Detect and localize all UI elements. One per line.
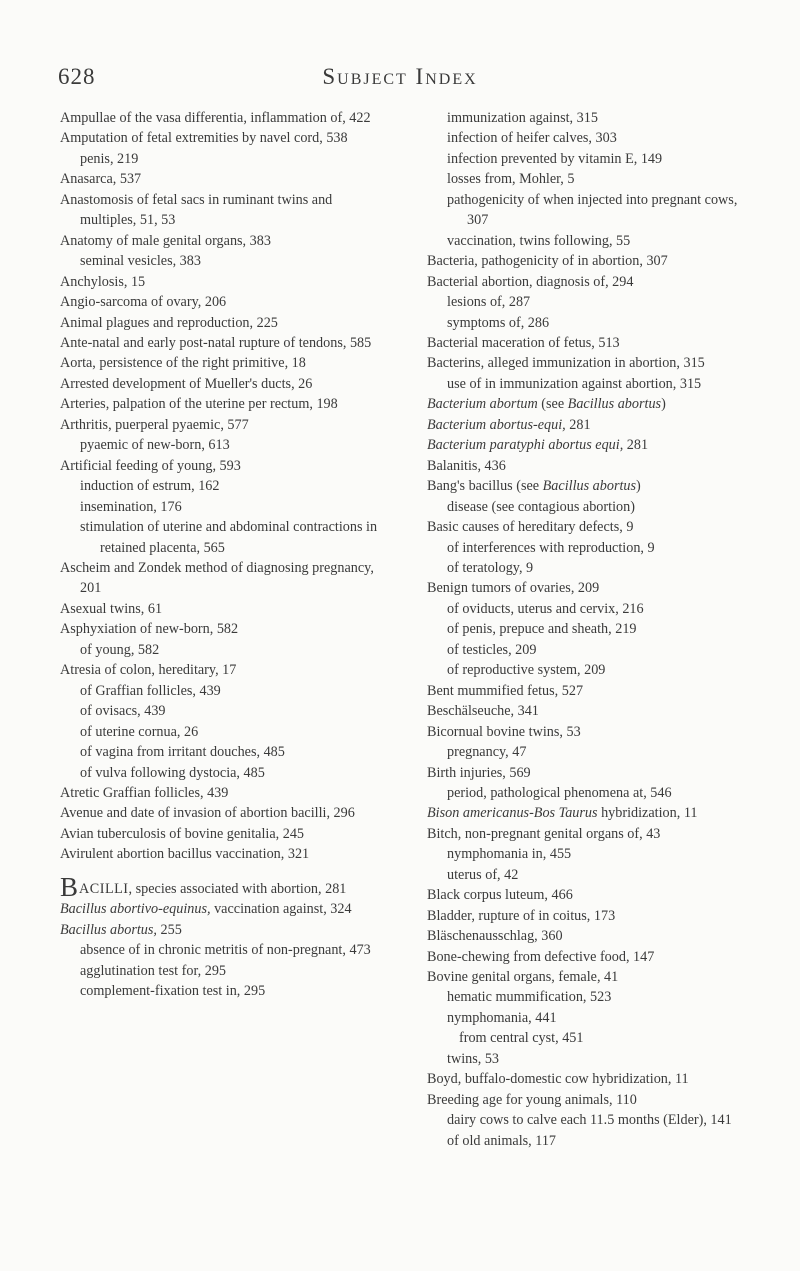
index-entry — [60, 701, 378, 721]
entry-text: infection of heifer calves, 303 — [447, 130, 617, 147]
index-entry — [427, 722, 747, 742]
entry-text: of vagina from irritant douches, 485 — [80, 744, 285, 761]
entry-text: Bone-chewing from defective food, 147 — [427, 948, 655, 965]
index-entry — [427, 906, 747, 926]
entry-text: of oviducts, uterus and cervix, 216 — [447, 600, 644, 617]
entry-text: vaccination, twins following, 55 — [447, 232, 631, 249]
index-entry — [60, 108, 378, 128]
right-index-column — [427, 108, 747, 1151]
index-entry — [60, 415, 378, 435]
entry-text: pyaemic of new-born, 613 — [80, 437, 230, 454]
index-entry — [427, 353, 747, 373]
entry-text: disease (see contagious abortion) — [447, 498, 635, 515]
entry-text: Bicornual bovine twins, 53 — [427, 723, 581, 740]
entry-text: Angio-sarcoma of ovary, 206 — [60, 294, 227, 311]
entry-text: of ovisacs, 439 — [80, 703, 166, 720]
index-entry — [60, 149, 378, 169]
entry-text: 255 — [156, 921, 182, 938]
entry-text: of penis, prepuce and sheath, 219 — [447, 621, 637, 638]
index-entry — [427, 517, 747, 537]
index-entry — [60, 476, 378, 496]
index-entry — [60, 517, 378, 558]
index-entry — [427, 558, 747, 578]
entry-text: Ascheim and Zondek method of diagnosing pregnancy, 201 — [60, 559, 374, 597]
entry-text: Bovine genital organs, female, 41 — [427, 969, 619, 986]
index-entry — [427, 476, 747, 496]
entry-text: Arteries, palpation of the uterine per rectum, 198 — [60, 396, 338, 413]
entry-text: period, pathological phenomena at, 546 — [447, 784, 672, 801]
left-index-column — [60, 108, 378, 1001]
entry-text: penis, 219 — [80, 150, 139, 167]
entry-text: Black corpus luteum, 466 — [427, 887, 573, 904]
entry-text: of old animals, 117 — [447, 1132, 557, 1149]
entry-text: Anatomy of male genital organs, 383 — [60, 232, 271, 249]
index-entry — [427, 538, 747, 558]
entry-text: dairy cows to calve each 11.5 months (Elder), 141 — [447, 1112, 732, 1129]
entry-text: hematic mummification, 523 — [447, 989, 612, 1006]
entry-text: ) — [661, 396, 666, 413]
entry-text: Bacterial maceration of fetus, 513 — [427, 334, 620, 351]
index-entry — [427, 1028, 747, 1048]
index-entry — [427, 885, 747, 905]
entry-text: Balanitis, 436 — [427, 457, 506, 474]
running-title: Subject Index — [322, 64, 478, 89]
entry-text: Benign tumors of ovaries, 209 — [427, 580, 600, 597]
entry-text: Arthritis, puerperal pyaemic, 577 — [60, 416, 249, 433]
index-entry — [60, 558, 378, 599]
index-entry — [60, 619, 378, 639]
entry-text: nymphomania, 441 — [447, 1009, 557, 1026]
index-entry — [427, 1090, 747, 1110]
index-entry — [427, 313, 747, 333]
entry-text: Atresia of colon, hereditary, 17 — [60, 662, 237, 679]
index-entry — [427, 497, 747, 517]
entry-text: Bent mummified fetus, 527 — [427, 682, 584, 699]
entry-text: Bacterial abortion, diagnosis of, 294 — [427, 273, 634, 290]
entry-text: of interferences with reproduction, 9 — [447, 539, 655, 556]
entry-text: Arrested development of Mueller's ducts, 26 — [60, 375, 313, 392]
entry-text: Boyd, buffalo-domestic cow hybridization, 11 — [427, 1071, 689, 1088]
index-entry — [60, 660, 378, 680]
entry-text: Bitch, non-pregnant genital organs of, 43 — [427, 825, 661, 842]
entry-text: twins, 53 — [447, 1050, 500, 1067]
index-entry — [427, 783, 747, 803]
index-entry — [427, 169, 747, 189]
index-entry — [427, 272, 747, 292]
entry-text: Anchylosis, 15 — [60, 273, 146, 290]
entry-text: Aorta, persistence of the right primitive, 18 — [60, 355, 306, 372]
entry-text: Breeding age for young animals, 110 — [427, 1091, 637, 1108]
entry-text: ) — [636, 478, 641, 495]
index-entry — [427, 681, 747, 701]
index-entry — [427, 374, 747, 394]
entry-text: agglutination test for, 295 — [80, 962, 227, 979]
entry-italic-term: Bacterium abortus-equi, — [427, 416, 566, 433]
entry-text: uterus of, 42 — [447, 866, 519, 883]
index-entry — [427, 967, 747, 987]
index-entry — [60, 844, 378, 864]
entry-text: Asphyxiation of new-born, 582 — [60, 621, 239, 638]
entry-text: 281 — [623, 437, 649, 454]
index-entry — [427, 844, 747, 864]
entry-text: Birth injuries, 569 — [427, 764, 531, 781]
index-entry — [427, 128, 747, 148]
entry-text: infection prevented by vitamin E, 149 — [447, 150, 663, 167]
index-entry — [60, 231, 378, 251]
index-entry — [427, 578, 747, 598]
entry-text: Anasarca, 537 — [60, 171, 142, 188]
index-entry — [60, 333, 378, 353]
entry-text: Bladder, rupture of in coitus, 173 — [427, 907, 616, 924]
index-entry — [427, 763, 747, 783]
index-entry — [60, 169, 378, 189]
page-number: 628 — [58, 64, 96, 89]
entry-text: use of in immunization against abortion, 315 — [447, 375, 702, 392]
index-entry — [60, 456, 378, 476]
entry-text: Bacteria, pathogenicity of in abortion, 307 — [427, 253, 668, 270]
index-entry — [427, 333, 747, 353]
entry-text: Anastomosis of fetal sacs in ruminant twins and multiples, 51, 53 — [60, 191, 333, 229]
entry-text: Bacterins, alleged immunization in abortion, 315 — [427, 355, 705, 372]
entry-italic-term: Bacillus abortus — [567, 396, 662, 413]
entry-text: of uterine cornua, 26 — [80, 723, 199, 740]
index-entry — [427, 701, 747, 721]
entry-text: seminal vesicles, 383 — [80, 253, 201, 270]
index-entry — [60, 374, 378, 394]
entry-text: nymphomania in, 455 — [447, 846, 572, 863]
index-entry — [427, 660, 747, 680]
index-entry — [427, 1069, 747, 1089]
index-entry — [60, 940, 378, 960]
entry-text: of Graffian follicles, 439 — [80, 682, 221, 699]
index-entry — [427, 435, 747, 455]
index-entry — [60, 251, 378, 271]
index-entry — [427, 926, 747, 946]
entry-text: insemination, 176 — [80, 498, 182, 515]
index-entry — [60, 292, 378, 312]
entry-text: pathogenicity of when injected into pregnant cows, 307 — [447, 191, 738, 229]
index-entry — [427, 292, 747, 312]
entry-text: stimulation of uterine and abdominal contractions in retained placenta, 565 — [80, 519, 378, 556]
entry-text: Atretic Graffian follicles, 439 — [60, 784, 229, 801]
index-entry — [427, 987, 747, 1007]
index-entry — [60, 763, 378, 783]
entry-text: induction of estrum, 162 — [80, 478, 220, 495]
entry-text: immunization against, 315 — [447, 110, 598, 126]
index-entry — [60, 783, 378, 803]
index-entry — [427, 619, 747, 639]
index-entry — [60, 599, 378, 619]
entry-italic-term: Bacterium paratyphi abortus equi, — [427, 437, 624, 454]
index-entry — [427, 947, 747, 967]
entry-text: Bläschenausschlag, 360 — [427, 928, 563, 945]
entry-text: Amputation of fetal extremities by navel cord, 538 — [60, 130, 348, 147]
entry-italic-term: Bison americanus-Bos Taurus — [427, 805, 598, 822]
entry-text: Asexual twins, 61 — [60, 600, 163, 617]
entry-text: Avenue and date of invasion of abortion bacilli, 296 — [60, 805, 355, 822]
index-entry — [60, 742, 378, 762]
entry-text: Avirulent abortion bacillus vaccination, 321 — [60, 846, 310, 863]
index-entry — [427, 190, 747, 231]
entry-text: 281 — [565, 416, 591, 433]
entry-text: (see — [537, 396, 568, 413]
index-entry — [427, 865, 747, 885]
drop-cap-letter: B — [60, 871, 79, 902]
index-entry — [60, 961, 378, 981]
index-entry — [60, 803, 378, 823]
entry-text: Ampullae of the vasa differentia, inflammation of, 422 — [60, 110, 371, 126]
index-entry — [427, 640, 747, 660]
entry-text: Basic causes of hereditary defects, 9 — [427, 519, 634, 536]
entry-text: pregnancy, 47 — [447, 744, 527, 761]
entry-text: complement-fixation test in, 295 — [80, 983, 266, 1000]
entry-text: Avian tuberculosis of bovine genitalia, 245 — [60, 825, 305, 842]
running-header — [58, 64, 742, 98]
index-entry — [60, 920, 378, 940]
entry-text: Ante-natal and early post-natal rupture of tendons, 585 — [60, 334, 372, 351]
index-entry — [60, 353, 378, 373]
entry-heading-smallcaps: ACILLI — [79, 880, 129, 897]
index-entry — [427, 824, 747, 844]
entry-text: Bang's bacillus (see — [427, 478, 543, 495]
entry-italic-term: Bacillus abortus — [542, 478, 637, 495]
entry-text: symptoms of, 286 — [447, 314, 550, 331]
index-entry — [60, 871, 378, 902]
entry-text: of reproductive system, 209 — [447, 662, 606, 679]
index-entry — [427, 803, 747, 823]
index-entry — [427, 1049, 747, 1069]
index-entry — [60, 435, 378, 455]
index-entry — [427, 1110, 747, 1130]
index-entry — [60, 128, 378, 148]
entry-italic-term: Bacillus abortivo-equinus, — [60, 901, 211, 918]
index-entry — [427, 251, 747, 271]
index-entry — [60, 313, 378, 333]
index-entry — [60, 722, 378, 742]
entry-text: of vulva following dystocia, 485 — [80, 764, 265, 781]
index-entry — [60, 899, 378, 919]
index-entry — [60, 190, 378, 231]
entry-text: absence of in chronic metritis of non-pregnant, 473 — [80, 942, 371, 959]
index-entry — [60, 824, 378, 844]
entry-text: Beschälseuche, 341 — [427, 703, 539, 720]
entry-text: vaccination against, 324 — [210, 901, 352, 918]
entry-text: of teratology, 9 — [447, 559, 534, 576]
entry-text: , species associated with abortion, 281 — [128, 880, 347, 897]
index-entry — [427, 456, 747, 476]
index-entry — [427, 394, 747, 414]
entry-text: of young, 582 — [80, 641, 160, 658]
entry-text: of testicles, 209 — [447, 641, 537, 658]
entry-text: Animal plagues and reproduction, 225 — [60, 314, 278, 331]
index-entry — [427, 599, 747, 619]
index-entry — [60, 497, 378, 517]
index-entry — [427, 742, 747, 762]
index-entry — [427, 415, 747, 435]
index-entry — [60, 981, 378, 1001]
entry-text: from central cyst, 451 — [459, 1030, 584, 1047]
index-entry — [427, 231, 747, 251]
index-entry — [427, 1008, 747, 1028]
entry-italic-term: Bacterium abortum — [427, 396, 538, 413]
index-entry — [427, 149, 747, 169]
index-entry — [427, 108, 747, 128]
entry-text: lesions of, 287 — [447, 294, 531, 311]
index-entry — [60, 394, 378, 414]
entry-text: hybridization, 11 — [597, 805, 698, 822]
index-entry — [60, 640, 378, 660]
entry-text: losses from, Mohler, 5 — [447, 171, 575, 188]
index-entry — [427, 1131, 747, 1151]
index-entry — [60, 681, 378, 701]
entry-italic-term: Bacillus abortus, — [60, 921, 157, 938]
index-entry — [60, 272, 378, 292]
entry-text: Artificial feeding of young, 593 — [60, 457, 241, 474]
